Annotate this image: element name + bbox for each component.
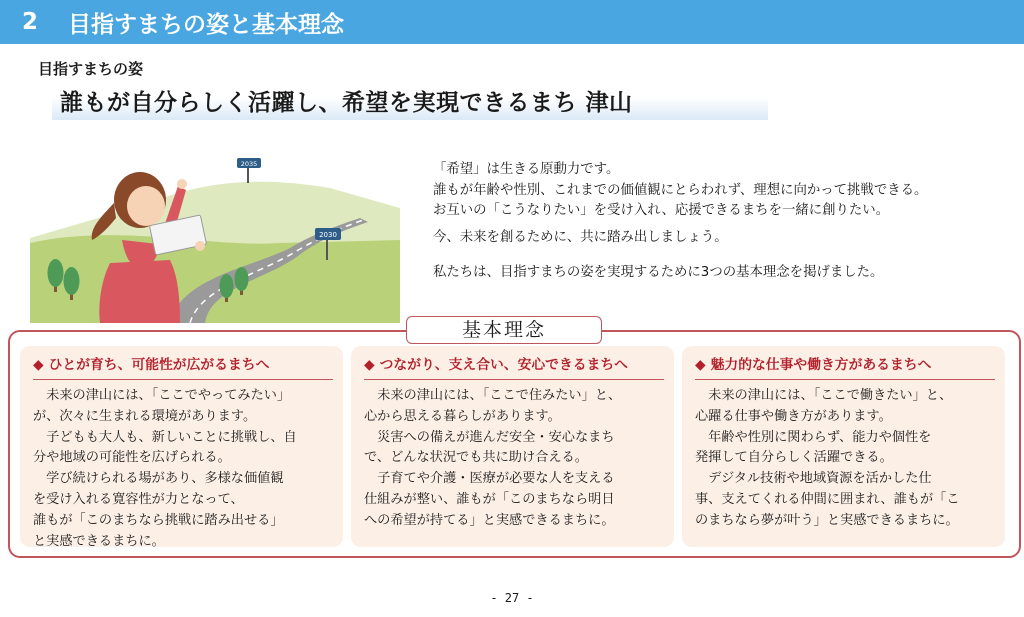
intro-line: 「希望」は生きる原動力です。 — [433, 162, 620, 177]
principle-card-3 — [682, 346, 1005, 547]
signpost-far — [237, 158, 261, 183]
card-line: のまちなら夢が叶う」と実感できるまちに。 — [695, 512, 959, 528]
intro-line: 誰もが年齢や性別、これまでの価値観にとらわれず、理想に向かって挑戦できる。 — [433, 182, 928, 198]
section-title: 目指すまちの姿と基本理念 — [68, 11, 345, 38]
card-line: を受け入れる寛容性が力となって、 — [33, 491, 244, 507]
principle-title-text: 魅力的な仕事や働き方があるまちへ — [710, 357, 932, 373]
intro-line: 今、未来を創るために、共に踏み出しましょう。 — [433, 229, 728, 245]
card-line: 学び続けられる場があり、多様な価値観 — [33, 471, 284, 487]
card-line: が、次々に生まれる環境があります。 — [33, 408, 257, 424]
diamond-icon: ◆ — [364, 357, 375, 373]
card-line: 年齢や性別に関わらず、能力や個性を — [695, 429, 932, 445]
card-line: 災害への備えが進んだ安全・安心なまち — [364, 429, 615, 445]
card-line: 仕組みが整い、誰もが「このまちなら明日 — [364, 491, 615, 507]
card-line: 未来の津山には、「ここで働きたい」と、 — [695, 388, 953, 403]
vision-label: 目指すまちの姿 — [38, 60, 144, 78]
card-line: 未来の津山には、「ここでやってみたい」 — [33, 388, 291, 403]
section-number: 2 — [22, 9, 39, 35]
diamond-icon: ◆ — [33, 357, 44, 373]
card-line: への希望が持てる」と実感できるまちに。 — [364, 512, 615, 528]
principle-card-title — [364, 353, 664, 380]
intro-text — [433, 160, 1018, 284]
vision-illustration — [30, 148, 400, 323]
principle-title-text: つながり、支え合い、安心できるまちへ — [379, 357, 628, 373]
card-line: 心躍る仕事や働き方があります。 — [695, 408, 892, 424]
card-line: 子どもも大人も、新しいことに挑戦し、自 — [33, 429, 297, 445]
principle-card-2 — [351, 346, 674, 547]
principle-title-text: ひとが育ち、可能性が広がるまちへ — [48, 357, 270, 373]
card-line: 発揮して自分らしく活躍できる。 — [695, 450, 893, 466]
card-line: 子育てや介護・医療が必要な人を支える — [364, 471, 615, 487]
diamond-icon: ◆ — [695, 357, 706, 373]
card-line: で、どんな状況でも共に助け合える。 — [364, 450, 588, 466]
intro-line: お互いの「こうなりたい」を受け入れ、応援できるまちを一緒に創りたい。 — [433, 203, 890, 218]
card-line: 誰もが「このまちなら挑戦に踏み出せる」 — [33, 512, 284, 528]
card-line: デジタル技術や地域資源を活かした仕 — [695, 471, 932, 487]
intro-line: 私たちは、目指すまちの姿を実現するために3つの基本理念を掲げました。 — [433, 265, 884, 280]
card-line: 心から思える暮らしがあります。 — [364, 408, 561, 424]
card-line: 未来の津山には、「ここで住みたい」と、 — [364, 388, 622, 403]
signpost-far-label: 2035 — [240, 160, 258, 168]
card-line: と実感できるまちに。 — [33, 533, 165, 549]
card-line: 分や地域の可能性を広げられる。 — [33, 450, 231, 466]
signpost-near-label: 2030 — [319, 231, 337, 239]
section-header — [0, 0, 1024, 44]
principle-card-1 — [20, 346, 343, 547]
principles-label: 基本理念 — [406, 316, 602, 344]
page-number: - 27 - — [490, 591, 534, 605]
card-line: 事、支えてくれる仲間に囲まれ、誰もが「こ — [695, 491, 960, 507]
principle-card-title — [33, 353, 333, 380]
vision-title: 誰もが自分らしく活躍し、希望を実現できるまち 津山 — [60, 90, 633, 116]
principle-card-title — [695, 353, 995, 380]
